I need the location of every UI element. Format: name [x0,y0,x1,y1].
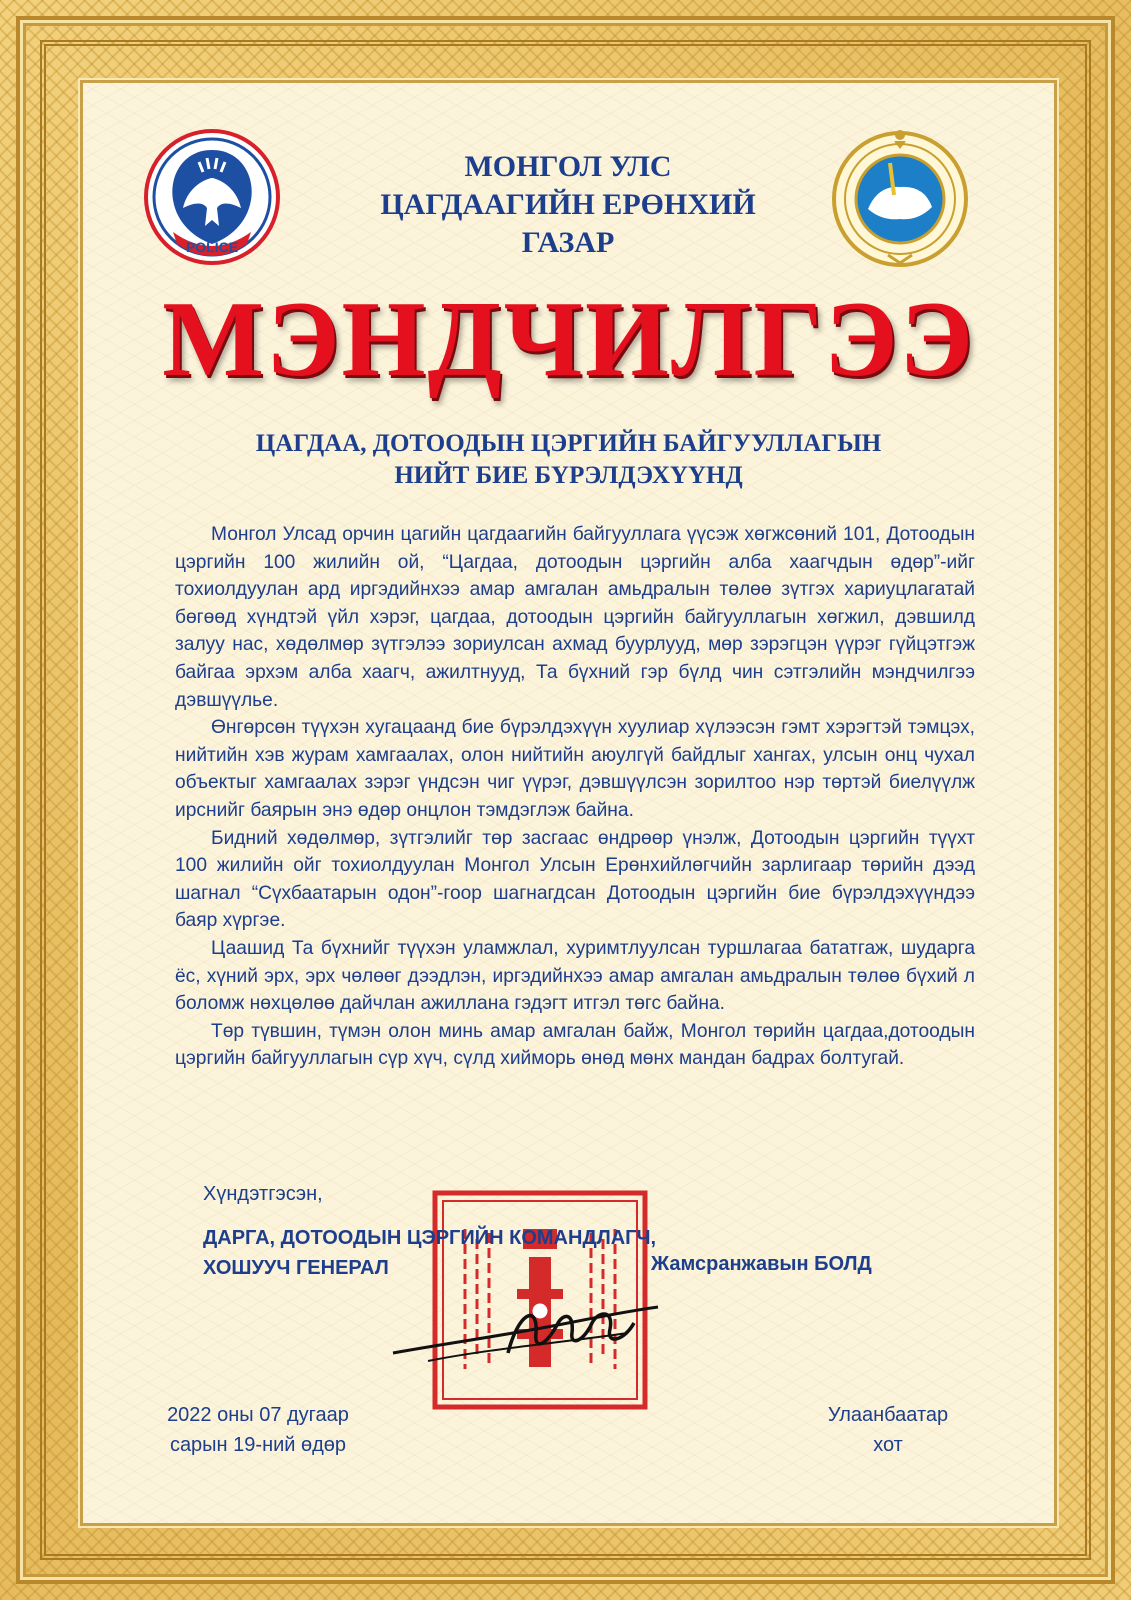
paragraph: Төр түвшин, түмэн олон минь амар амгалан байж, Монгол төрийн цагдаа,дотоодын цэргийн байгууллагын сүр хүч, сүлд хийморь өнөд мөнх мандан бадрах болтугай. [175,1020,975,1070]
date-line-1: 2022 оны 07 дугаар [167,1404,349,1426]
police-logo-text: POLICE [185,239,239,255]
org-line-2: ЦАГДААГИЙН ЕРӨНХИЙ [380,188,756,221]
addressee-line-1: ЦАГДАА, ДОТООДЫН ЦЭРГИЙН БАЙГУУЛЛАГЫН [255,430,882,457]
paragraph: Бидний хөдөлмөр, зүтгэлийг төр засгаас өндрөөр үнэлж, Дотоодын цэргийн түүхт 100 жилийн ойг тохиолдуулан Монгол Улсын Ерөнхийлөгчийн зарлигаар төрийн дээд шагнал “Сүхбаатарын одон”-гоор шагнагдсан Дотоодын цэргийн бие бүрэлдэхүүндээ баяр хүргэе. [175,827,975,932]
police-logo [143,128,281,266]
certificate-body [80,80,1057,1526]
place-line-2: хот [873,1434,903,1456]
signatory-title-line-1: ДАРГА, ДОТООДЫН ЦЭРГИЙН КОМАНДЛАГЧ, [203,1227,657,1249]
issue-date [138,1400,378,1460]
letter-body [175,521,975,1073]
paragraph: Цаашид Та бүхнийг түүхэн уламжлал, хуримтлуулсан туршлагаа бататгаж, шударга ёс, хүний эрх, эрх чөлөөг дээдлэн, иргэдийнхээ амар амгалан амьдралын төлөө бүхий л боломж нөхцөлөө дайчлан ажиллана гэдэгт итгэл төгс байна. [175,937,975,1015]
place-line-1: Улаанбаатар [827,1404,949,1426]
addressee [83,428,1054,492]
signatory-title [203,1223,656,1283]
signatory-name: Жамсранжавын БОЛД [651,1253,872,1275]
paragraph: Өнгөрсөн түүхэн хугацаанд бие бүрэлдэхүүн хуулиар хүлээсэн гэмт хэрэгтэй тэмцэх, нийтийн хэв журам хамгаалах, олон нийтийн аюулгүй байдлыг хангах, улсын онц чухал объектыг хамгаалах зэрэг үндсэн чиг үүрэг, дэвшүүлсэн зорилтоо нэр төртэй биелүүлж ирснийг баярын энэ өдөр онцлон тэмдэглэж байна. [175,717,975,821]
issuing-organization [313,148,823,262]
main-title: МЭНДЧИЛГЭЭ [162,280,975,399]
issue-place [798,1400,978,1460]
handwritten-signature [388,1283,668,1378]
paragraph: Монгол Улсад орчин цагийн цагдаагийн байгууллага үүсэж хөгжсөний 101, Дотоодын цэргийн 100 жилийн ой, “Цагдаа, дотоодын цэргийн алба хаагчдын өдөр”-ийг тохиолдуулан ард иргэдийнхээ амар амгалан амьдралын төлөө зүтгэх хариуцлагатай бөгөөд хүндтэй үйл хэрэг, цагдаа, дотоодын цэргийн байгууллагын хөгжил, дэвшилд залуу нас, хөдөлмөр зүтгэлээ зориулсан ахмад буурлууд, мөр зэрэгцэн үүрэг гүйцэтгэж байгаа эрхэм алба хаагч, ажилтнууд, Та бүхний гэр бүлд чин сэтгэлийн мэндчилгээ дэвшүүлье. [175,524,975,711]
city-emblem-logo [828,123,973,268]
signatory-title-line-2: ХОШУУЧ ГЕНЕРАЛ [203,1257,389,1279]
org-line-3: ГАЗАР [521,226,615,259]
closing-phrase: Хүндэтгэсэн, [203,1183,323,1205]
org-line-1: МОНГОЛ УЛС [464,150,672,183]
addressee-line-2: НИЙТ БИЕ БҮРЭЛДЭХҮҮНД [394,462,743,489]
date-line-2: сарын 19-ний өдөр [169,1434,347,1456]
